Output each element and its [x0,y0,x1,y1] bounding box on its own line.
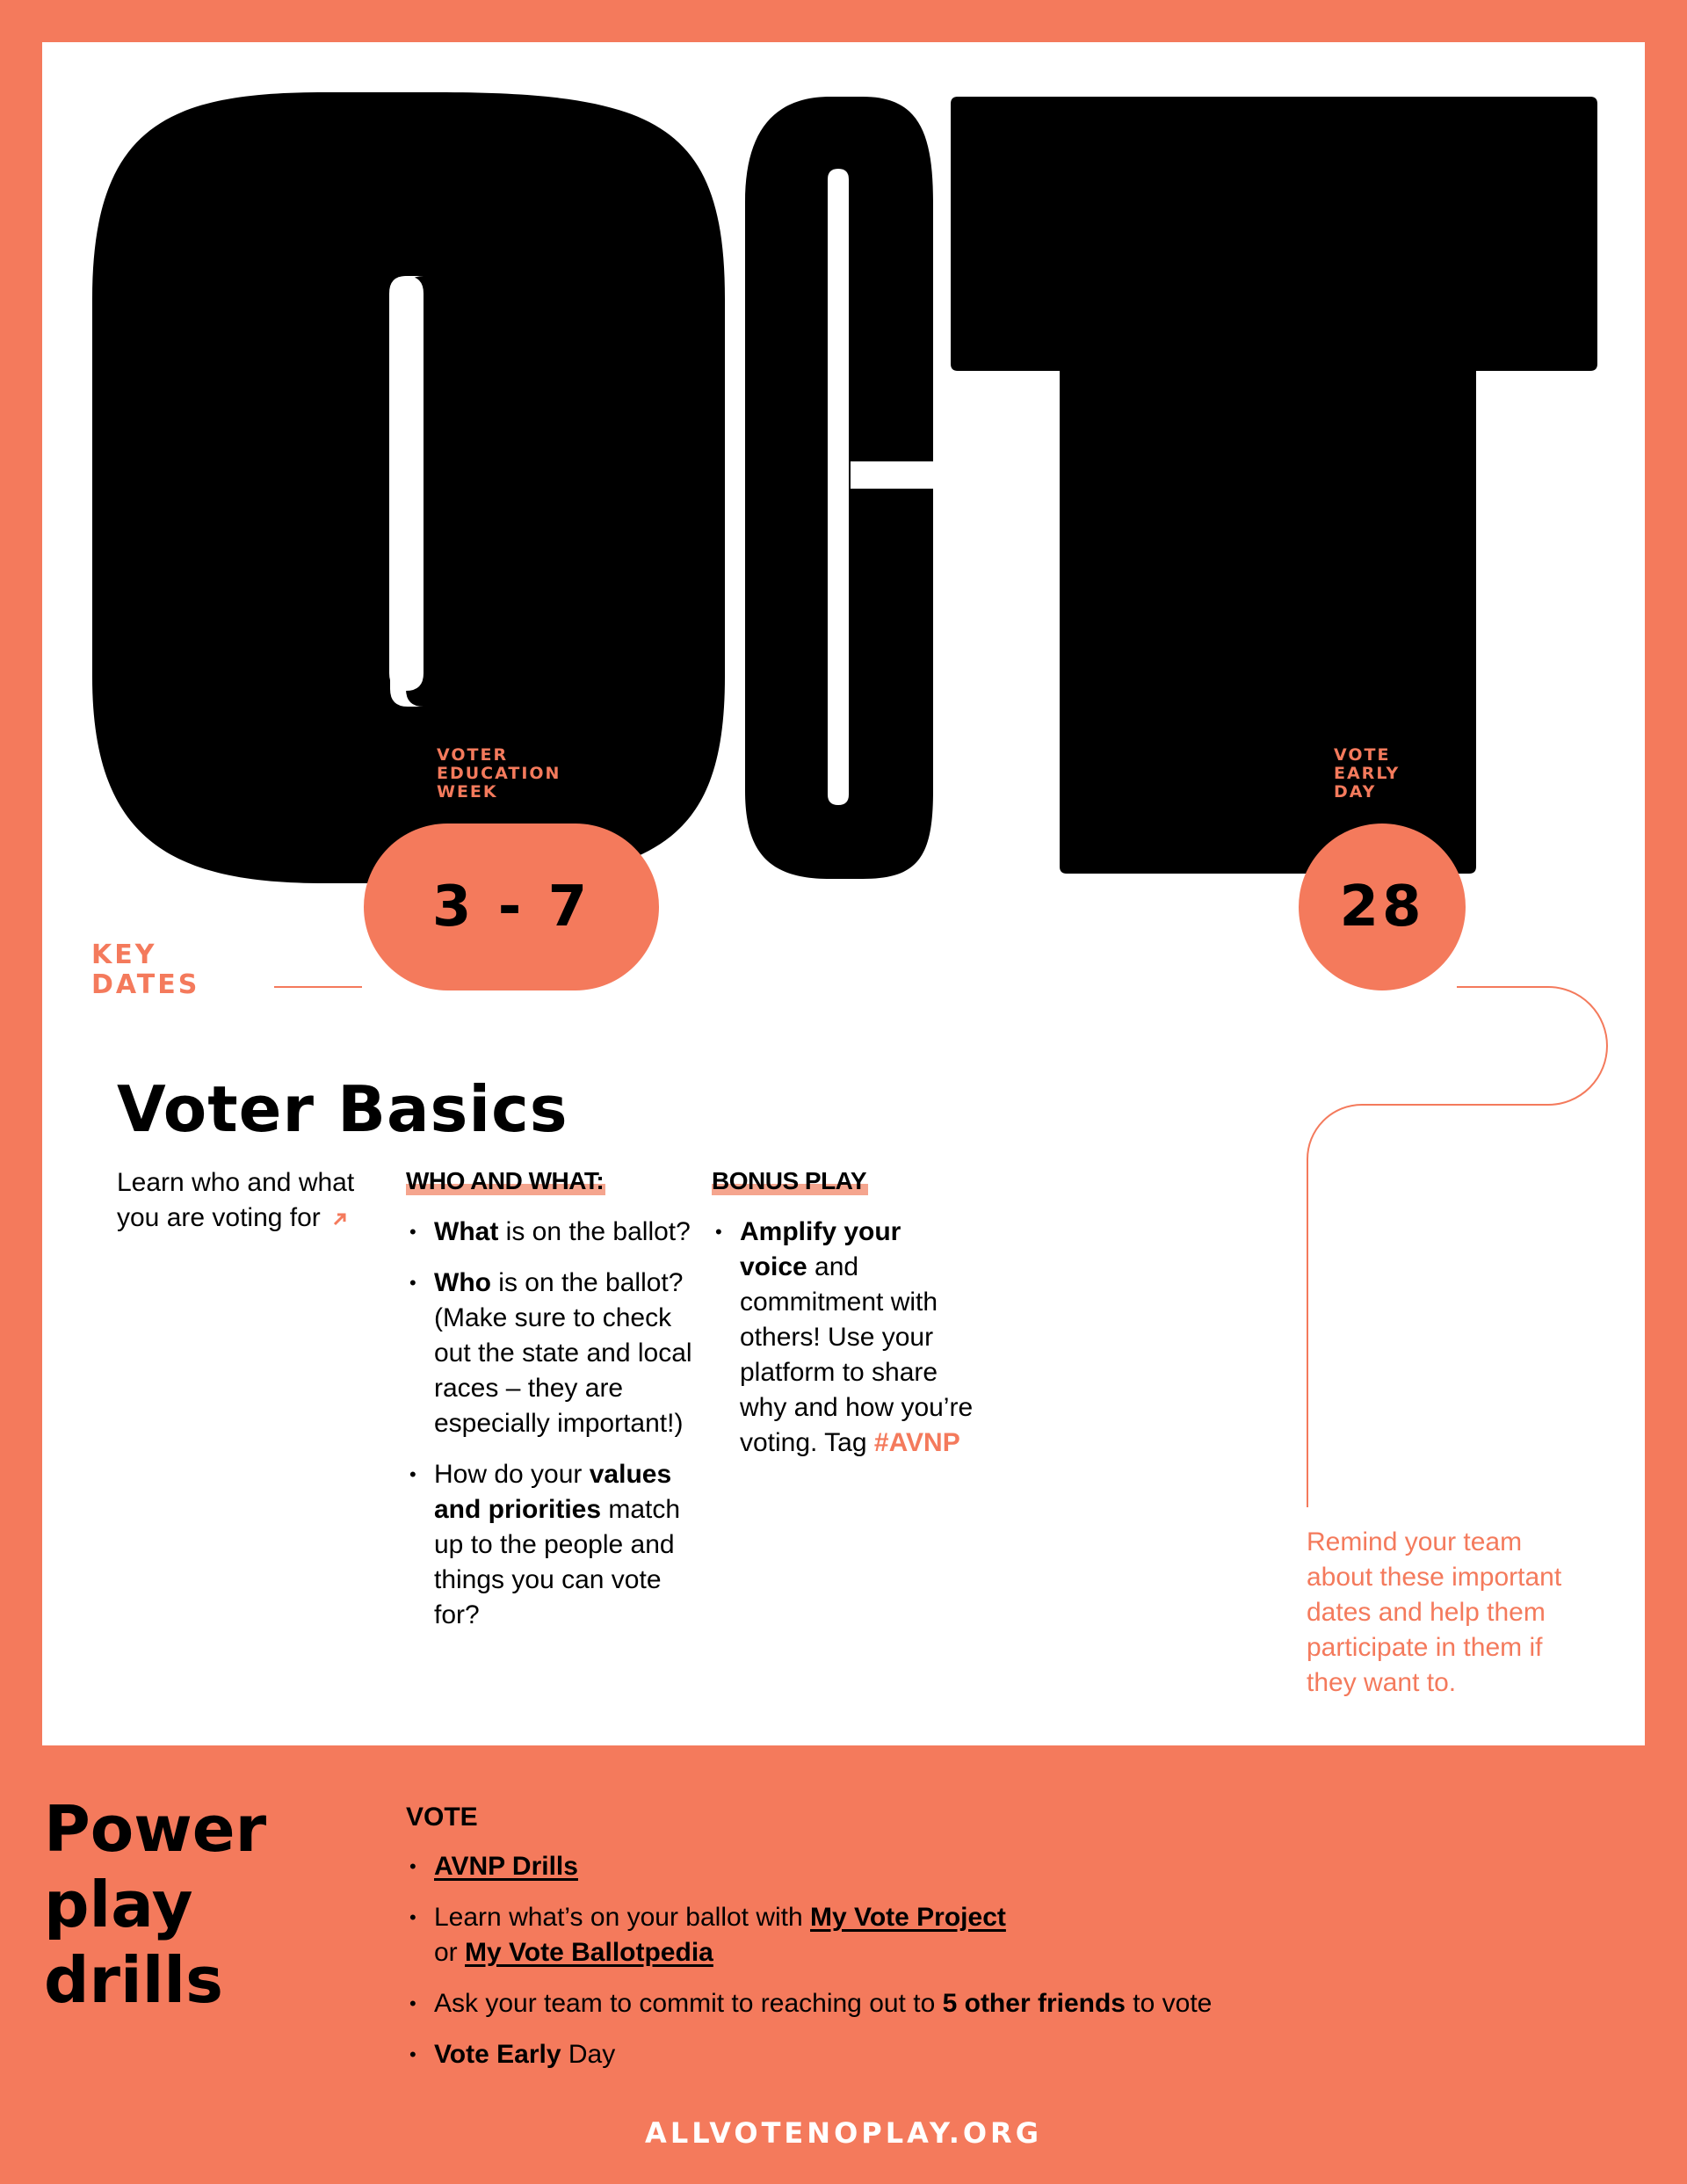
item-text: and commitment with others! Use your platform to share why and how you’re voting. Tag [740,1252,974,1457]
power-play-list-section [406,1802,1285,2088]
who-and-what-list [406,1215,696,1633]
key-dates-line: KEY [91,940,157,970]
power-title-line: drills [44,1943,223,2017]
vote-heading: VOTE [406,1803,478,1832]
event-label-line: EARLY [1334,764,1401,783]
item-bold: 5 other friends [942,1989,1126,2018]
list-item [406,1986,1285,2021]
bonus-play-column [712,1167,975,1477]
item-text: or [434,1938,466,1967]
item-bold: Vote Early [434,2040,561,2069]
avnp-drills-link[interactable]: AVNP Drills [434,1852,578,1881]
event-label-line: DAY [1334,782,1377,802]
event-label-line: WEEK [437,782,498,802]
list-item [406,1900,1285,1970]
who-and-what-column [406,1167,696,1649]
event-label-line: VOTE [1334,745,1391,765]
power-title-line: play [44,1868,193,1941]
key-dates-line: DATES [91,969,200,1000]
hashtag[interactable]: #AVNP [873,1428,960,1457]
list-item [406,2037,1285,2072]
arrow-up-right-icon[interactable] [331,1202,349,1237]
event-label-line: EDUCATION [437,764,561,783]
list-item [406,1266,696,1441]
event-label-vote-early-day [1334,746,1400,802]
event-label-voter-education-week [437,746,561,802]
item-bold: What [434,1217,499,1246]
bonus-play-heading: BONUS PLAY [712,1167,867,1194]
voter-basics-title: Voter Basics [117,1072,568,1146]
list-item [406,1215,696,1250]
item-text: to vote [1125,1989,1213,2018]
date-text: 3 - 7 [431,874,591,940]
item-bold: values and priorities [434,1460,672,1524]
footer-url[interactable]: ALLVOTENOPLAY.ORG [645,2116,1042,2150]
item-text: is on the ballot? [498,1217,691,1246]
date-pill-3-7 [364,824,659,990]
power-play-title [44,1791,266,2018]
event-label-line: VOTER [437,745,509,765]
item-bold: Who [434,1268,491,1297]
power-play-list [406,1849,1285,2072]
item-text: Ask your team to commit to reaching out to [434,1989,943,2018]
power-title-line: Power [44,1792,267,1866]
list-item [712,1215,975,1461]
list-item [406,1457,696,1633]
item-bold: Amplify your voice [740,1217,901,1281]
item-text: Day [561,2040,616,2069]
date-text: 28 [1339,874,1425,940]
reminder-text: Remind your team about these important dates and help them participate in them if they want to. [1307,1527,1562,1697]
key-dates-label [91,940,199,1000]
item-text: match up to the people and things you can vote for? [434,1495,681,1629]
bonus-play-list [712,1215,975,1461]
my-vote-ballotpedia-link[interactable]: My Vote Ballotpedia [465,1938,713,1967]
who-and-what-heading: WHO AND WHAT: [406,1167,605,1194]
item-text: How do your [434,1460,590,1489]
my-vote-project-link[interactable]: My Vote Project [810,1903,1006,1932]
intro-text: Learn who and what you are voting for [117,1168,355,1232]
item-text: Learn what’s on your ballot with [434,1903,811,1932]
voter-basics-intro [117,1165,372,1237]
item-text: is on the ballot? (Make sure to check out the state and local races – they are especially important!) [434,1268,692,1438]
list-item [406,1849,1285,1884]
date-pill-28 [1299,824,1466,990]
